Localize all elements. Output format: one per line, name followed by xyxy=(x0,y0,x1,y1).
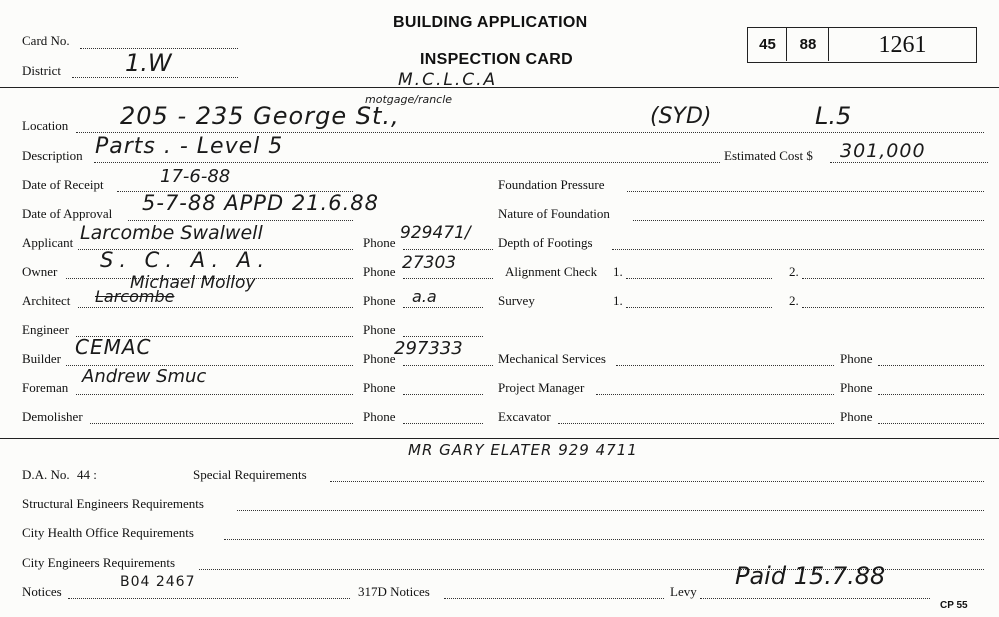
notices-line xyxy=(68,598,350,599)
date-of-approval-line xyxy=(128,220,353,221)
location-value: 205 - 235 George St., xyxy=(120,102,400,130)
alignment-check-1: 1. xyxy=(613,264,623,279)
survey-label: Survey xyxy=(498,293,535,308)
applicant-phone-label: Phone xyxy=(363,235,396,250)
depth-of-footings-label: Depth of Footings xyxy=(498,235,593,250)
middle-rule xyxy=(0,438,999,439)
demolisher-label: Demolisher xyxy=(22,409,83,424)
location-syd: (SYD) xyxy=(650,104,712,129)
location-ls: L.5 xyxy=(815,102,852,130)
excavator-phone-label: Phone xyxy=(840,409,873,424)
health-requirements-label: City Health Office Requirements xyxy=(22,525,194,540)
box-divider-2 xyxy=(828,27,829,61)
excavator-label: Excavator xyxy=(498,409,551,424)
title-line-1: BUILDING APPLICATION xyxy=(393,14,588,31)
foreman-line xyxy=(76,394,353,395)
special-requirements-label: Special Requirements xyxy=(193,467,307,482)
mechanical-services-label: Mechanical Services xyxy=(498,351,606,366)
location-line xyxy=(76,132,984,133)
depth-of-footings-line xyxy=(612,249,984,250)
description-value: Parts . - Level 5 xyxy=(95,134,284,159)
mechanical-services-phone-line xyxy=(878,365,984,366)
foreman-phone-label: Phone xyxy=(363,380,396,395)
district-line xyxy=(72,77,238,78)
description-line xyxy=(94,162,720,163)
builder-value: CEMAC xyxy=(75,335,152,359)
structural-requirements-label: Structural Engineers Requirements xyxy=(22,496,204,511)
engineer-phone-line xyxy=(403,336,483,337)
builder-phone-line xyxy=(403,365,493,366)
da-no-label: D.A. No. xyxy=(22,467,70,482)
engineer-phone-label: Phone xyxy=(363,322,396,337)
top-rule xyxy=(0,87,999,88)
applicant-label: Applicant xyxy=(22,235,74,250)
owner-label: Owner xyxy=(22,264,58,279)
levy-value: Paid 15.7.88 xyxy=(735,562,886,590)
date-of-approval-label: Date of Approval xyxy=(22,206,113,221)
description-label: Description xyxy=(22,148,83,163)
special-requirements-line xyxy=(330,481,984,482)
project-manager-label: Project Manager xyxy=(498,380,585,395)
survey-1: 1. xyxy=(613,293,623,308)
survey-2-line xyxy=(802,307,984,308)
project-manager-phone-label: Phone xyxy=(840,380,873,395)
survey-1-line xyxy=(626,307,772,308)
alignment-check-label: Alignment Check xyxy=(505,264,598,279)
district-label: District xyxy=(22,63,61,78)
form-code: CP 55 xyxy=(940,600,968,611)
owner-value: S. C. A. A. xyxy=(100,248,271,272)
date-of-receipt-label: Date of Receipt xyxy=(22,177,104,192)
date-of-receipt-value: 17-6-88 xyxy=(160,166,231,187)
mclca-note: M.C.L.C.A xyxy=(398,70,498,90)
mechanical-services-phone-label: Phone xyxy=(840,351,873,366)
excavator-phone-line xyxy=(878,423,984,424)
nature-of-foundation-label: Nature of Foundation xyxy=(498,206,610,221)
da-no-value: 44 : xyxy=(77,467,97,482)
applicant-value: Larcombe Swalwell xyxy=(80,222,263,244)
applicant-phone: 929471/ xyxy=(400,223,471,243)
structural-requirements-line xyxy=(237,510,984,511)
notices-317d-line xyxy=(444,598,664,599)
estimated-cost-line xyxy=(830,162,988,163)
builder-label: Builder xyxy=(22,351,61,366)
demolisher-line xyxy=(90,423,353,424)
applicant-phone-line xyxy=(403,249,493,250)
architect-label: Architect xyxy=(22,293,71,308)
foundation-pressure-line xyxy=(627,191,984,192)
architect-phone-label: Phone xyxy=(363,293,396,308)
demolisher-phone-line xyxy=(403,423,483,424)
builder-phone-label: Phone xyxy=(363,351,396,366)
owner-phone-line xyxy=(403,278,493,279)
estimated-cost-value: 301,000 xyxy=(840,140,926,162)
title-line-2: INSPECTION CARD xyxy=(420,51,573,68)
nature-of-foundation-line xyxy=(633,220,984,221)
architect-phone-line xyxy=(403,307,483,308)
card-number: 1261 xyxy=(878,32,927,58)
foreman-label: Foreman xyxy=(22,380,69,395)
alignment-check-2-line xyxy=(802,278,984,279)
excavator-line xyxy=(558,423,834,424)
alignment-check-1-line xyxy=(626,278,772,279)
city-engineers-label: City Engineers Requirements xyxy=(22,555,176,570)
project-manager-line xyxy=(596,394,834,395)
project-manager-phone-line xyxy=(878,394,984,395)
foreman-value: Andrew Smuc xyxy=(82,366,207,387)
estimated-cost-label: Estimated Cost $ xyxy=(724,148,813,163)
alignment-check-2: 2. xyxy=(789,264,799,279)
owner-phone: 27303 xyxy=(402,253,457,273)
box-b-value: 88 xyxy=(799,36,817,53)
notices-label: Notices xyxy=(22,584,62,599)
contact-note: MR GARY ELATER 929 4711 xyxy=(408,441,638,459)
date-of-approval-value: 5-7-88 APPD 21.6.88 xyxy=(142,191,379,215)
foreman-phone-line xyxy=(403,394,483,395)
engineer-label: Engineer xyxy=(22,322,69,337)
demolisher-phone-label: Phone xyxy=(363,409,396,424)
foundation-pressure-label: Foundation Pressure xyxy=(498,177,605,192)
levy-line xyxy=(700,598,930,599)
levy-label: Levy xyxy=(670,584,697,599)
architect-phone: a.a xyxy=(412,287,437,306)
notices-317d-label: 317D Notices xyxy=(358,584,430,599)
notices-value: B04 2467 xyxy=(120,574,196,590)
builder-phone: 297333 xyxy=(394,338,463,359)
architect-line xyxy=(78,307,353,308)
owner-phone-label: Phone xyxy=(363,264,396,279)
survey-2: 2. xyxy=(789,293,799,308)
architect-value: Michael Molloy xyxy=(130,273,256,293)
location-label: Location xyxy=(22,118,69,133)
health-requirements-line xyxy=(224,539,984,540)
district-value: 1.W xyxy=(125,49,172,77)
box-a-value: 45 xyxy=(759,36,776,53)
box-divider-1 xyxy=(786,27,787,61)
mechanical-services-line xyxy=(616,365,834,366)
architect-struck-value: Larcombe xyxy=(95,287,175,306)
card-no-label: Card No. xyxy=(22,33,70,48)
location-note-above: motgage/rancle xyxy=(365,93,453,106)
